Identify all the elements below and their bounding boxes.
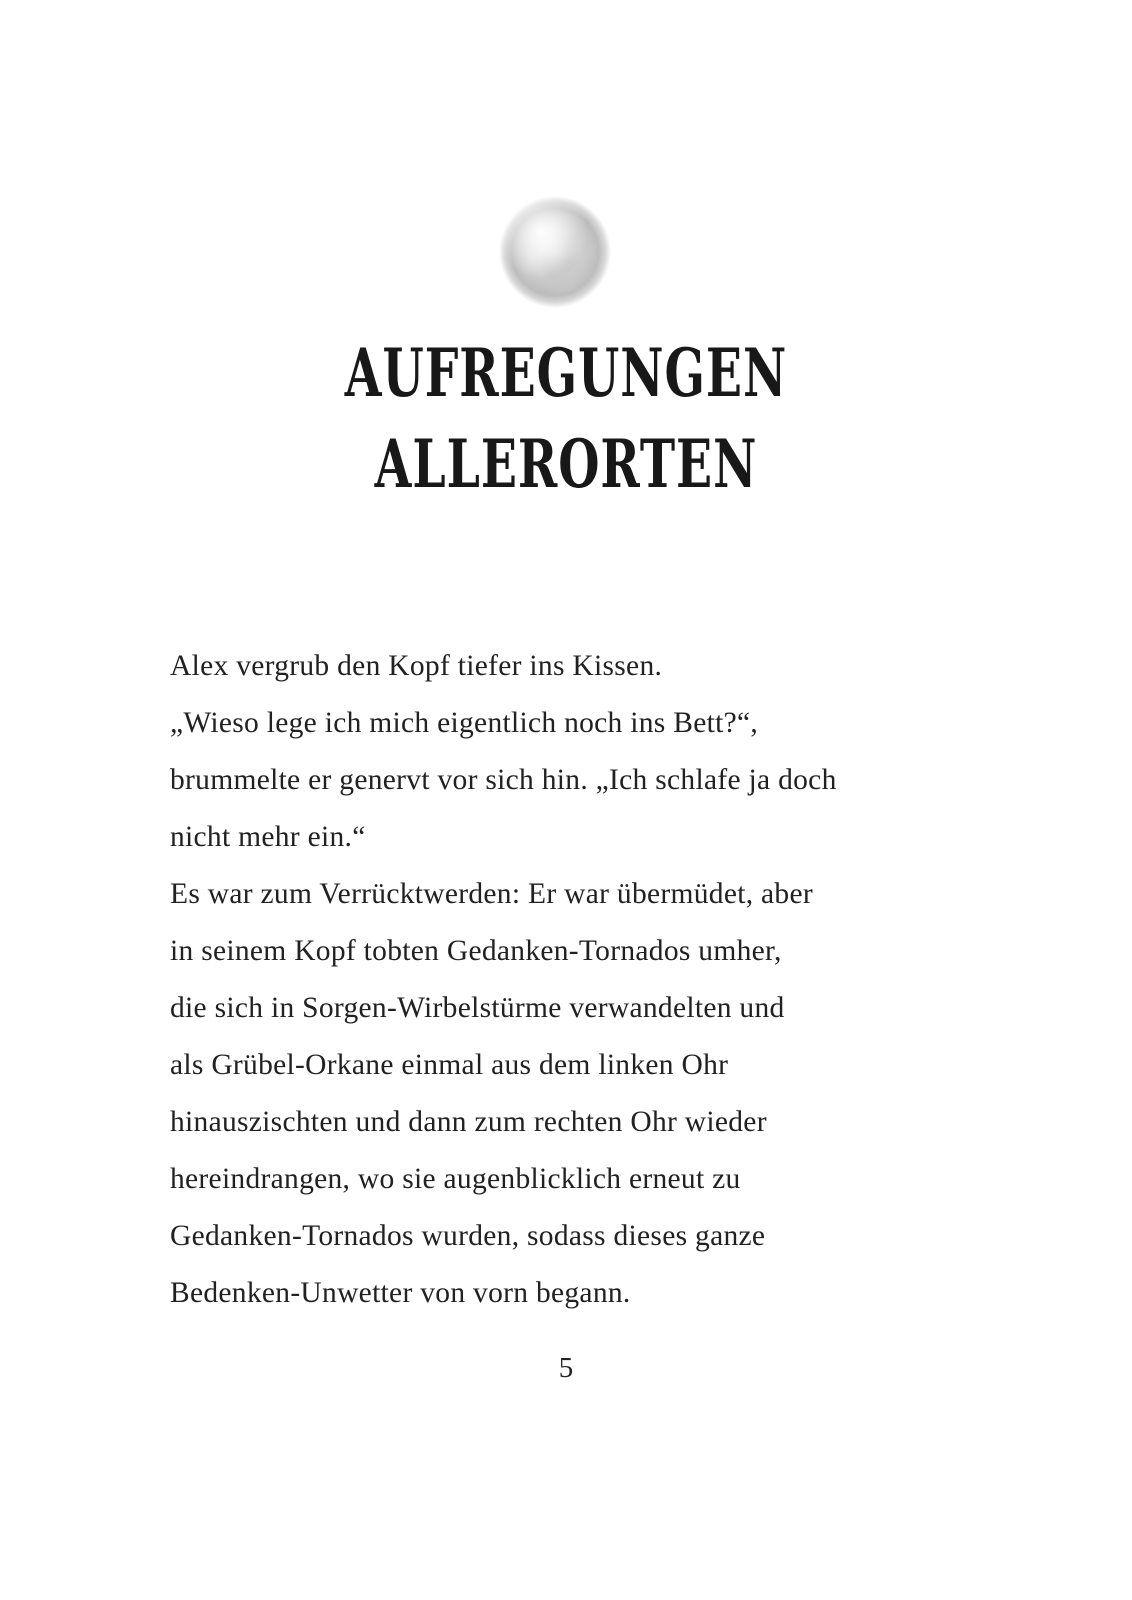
body-text-line: hereindrangen, wo sie augenblicklich erneut zu: [170, 1163, 741, 1195]
body-text-line: brummelte er genervt vor sich hin. „Ich schlafe ja doch: [170, 764, 837, 796]
body-text-line: als Grübel-Orkane einmal aus dem linken Ohr: [170, 1049, 729, 1081]
body-text-line: Es war zum Verrücktwerden: Er war übermüdet, aber: [170, 878, 813, 910]
body-text-line: „Wieso lege ich mich eigentlich noch ins Bett?“,: [170, 707, 759, 739]
body-text-line: die sich in Sorgen-Wirbelstürme verwandelten und: [170, 992, 785, 1024]
chapter-title-line2: ALLERORTEN: [374, 425, 758, 504]
body-text-line: hinauszischten und dann zum rechten Ohr wieder: [170, 1106, 767, 1138]
page-number: 5: [558, 1352, 574, 1384]
chapter-title: [0, 328, 1132, 510]
body-text-line: Alex vergrub den Kopf tiefer ins Kissen.: [170, 650, 663, 682]
body-text-line: in seinem Kopf tobten Gedanken-Tornados umher,: [170, 935, 782, 967]
body-text: [170, 638, 970, 1322]
body-text-line: nicht mehr ein.“: [170, 821, 366, 853]
moon-illustration: [499, 196, 611, 308]
body-text-line: Gedanken-Tornados wurden, sodass dieses ganze: [170, 1220, 766, 1252]
chapter-title-line1: AUFREGUNGEN: [344, 334, 788, 413]
body-text-line: Bedenken-Unwetter von vorn begann.: [170, 1277, 631, 1309]
